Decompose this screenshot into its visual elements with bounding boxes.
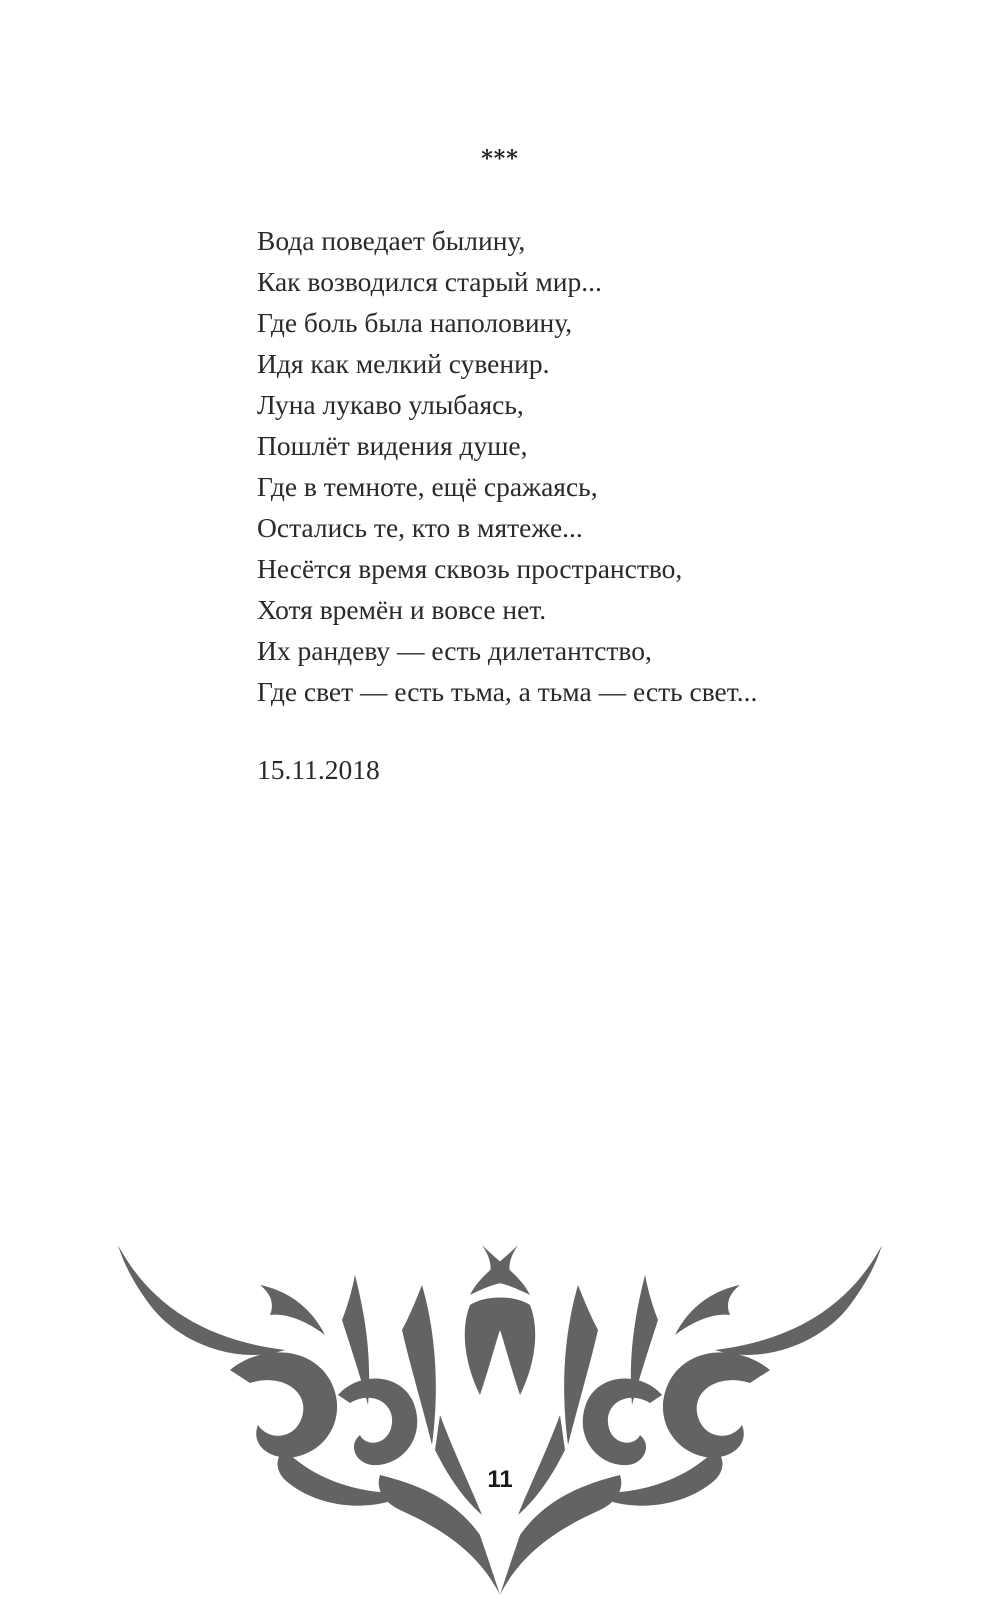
poem-line: Где в темноте, ещё сражаясь, [257,471,598,502]
section-separator: *** [481,146,519,172]
poem-line: Как возводился старый мир... [257,266,602,297]
tribal-ornament-icon [110,1245,890,1595]
poem-date: 15.11.2018 [257,754,380,785]
page-number: 11 [487,1466,513,1493]
poem-line: Их рандеву — есть дилетантство, [257,635,652,666]
poem-text [257,220,757,712]
poem-line: Где свет — есть тьма, а тьма — есть свет... [257,676,758,707]
poem-line: Луна лукаво улыбаясь, [257,389,524,420]
poem-line: Пошлёт видения душе, [257,430,528,461]
poem-line: Вода поведает былину, [257,225,526,256]
poem-line: Идя как мелкий сувенир. [257,348,550,379]
poem-line: Остались те, кто в мятеже... [257,512,583,543]
poem-line: Несётся время сквозь пространство, [257,553,683,584]
poem-line: Хотя времён и вовсе нет. [257,594,547,625]
poem-line: Где боль была наполовину, [257,307,573,338]
